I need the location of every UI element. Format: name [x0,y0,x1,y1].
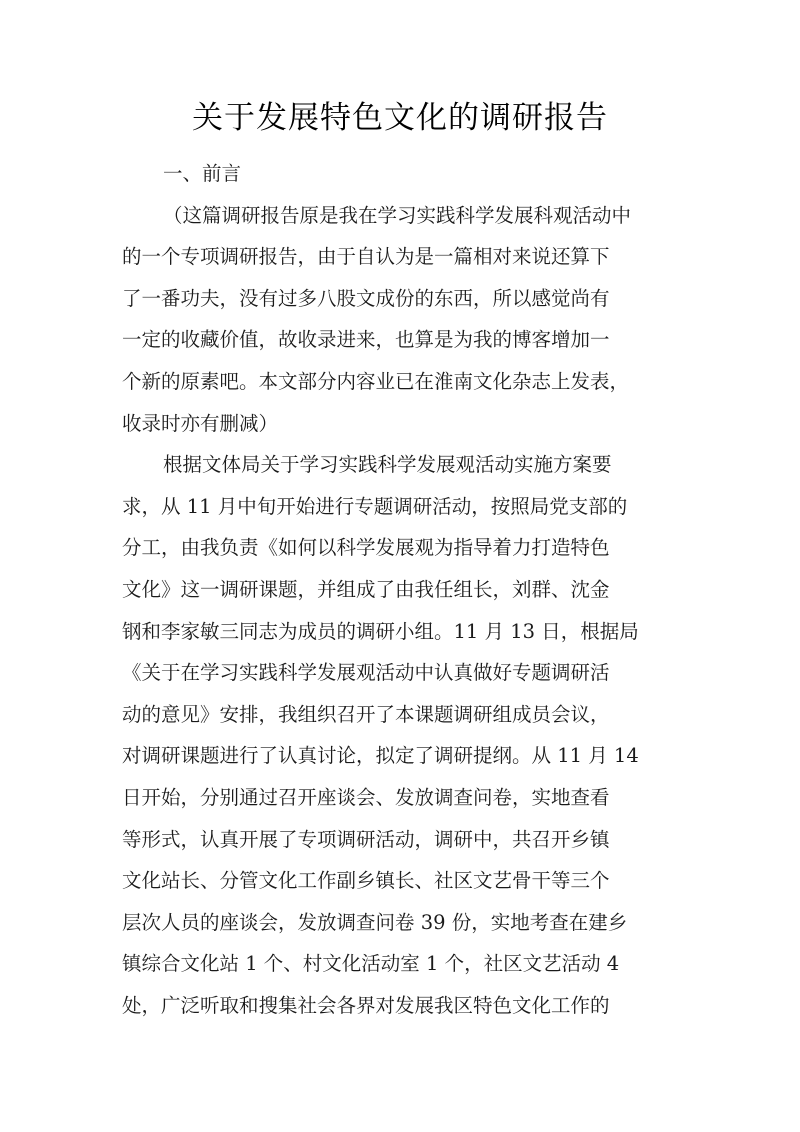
paragraph-line: 钢和李家敏三同志为成员的调研小组。11 月 13 日，根据局 [122,619,639,643]
paragraph-line: 镇综合文化站 1 个、村文化活动室 1 个，社区文艺活动 4 [122,952,620,976]
paragraph-research-overview [122,444,692,1026]
paragraph-line: 日开始，分别通过召开座谈会、发放调查问卷，实地查看 [122,785,610,809]
paragraph-line: 了一番功夫，没有过多八股文成份的东西，所以感觉尚有 [122,286,610,310]
paragraph-line: 分工，由我负责《如何以科学发展观为指导着力打造特色 [122,536,610,560]
paragraph-line: 收录时亦有删减） [122,411,279,435]
paragraph-line: 处，广泛听取和搜集社会各界对发展我区特色文化工作的 [122,993,610,1017]
paragraph-line: 一定的收藏价值，故收录进来，也算是为我的博客增加一 [122,328,610,352]
paragraph-line: 文化》这一调研课题，并组成了由我任组长，刘群、沈金 [122,577,610,601]
paragraph-line: 的一个专项调研报告，由于自认为是一篇相对来说还算下 [122,245,610,269]
document-title: 关于发展特色文化的调研报告 [192,100,608,136]
document-body [122,153,692,1026]
section-heading: 一、前言 [163,162,242,185]
paragraph-line: 层次人员的座谈会，发放调查问卷 39 份，实地考查在建乡 [122,910,628,934]
paragraph-line: 根据文体局关于学习实践科学发展观活动实施方案要 [163,453,612,477]
paragraph-line: 等形式，认真开展了专项调研活动，调研中，共召开乡镇 [122,827,610,851]
paragraph-line: 对调研课题进行了认真讨论，拟定了调研提纲。从 11 月 14 [122,744,639,768]
paragraph-line: 个新的原素吧。本文部分内容业已在淮南文化杂志上发表， [122,369,630,393]
paragraph-line: （这篇调研报告原是我在学习实践科学发展科观活动中 [163,203,632,227]
paragraph-line: 动的意见》安排，我组织召开了本课题调研组成员会议， [122,702,610,726]
paragraph-line: 文化站长、分管文化工作副乡镇长、社区文艺骨干等三个 [122,869,610,893]
paragraph-preface [122,195,692,445]
paragraph-line: 求，从 11 月中旬开始进行专题调研活动，按照局党支部的 [122,494,628,518]
paragraph-line: 《关于在学习实践科学发展观活动中认真做好专题调研活 [122,661,610,685]
